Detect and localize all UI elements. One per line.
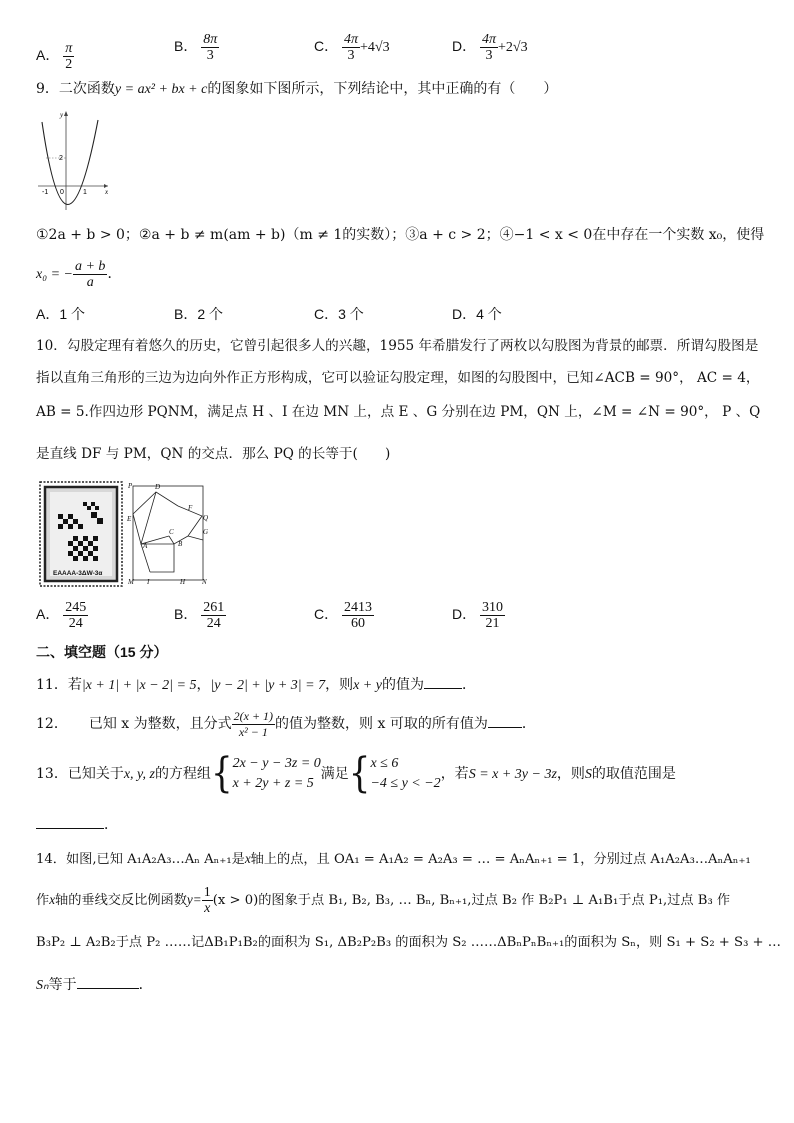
q9-option-c: C．3 个 [314,306,364,322]
label-two: 2 [59,155,63,162]
q8-options [36,32,776,72]
q9-options [36,304,636,322]
y-axis-arrow [64,111,68,116]
q10-line-4: 是直线 DF 与 PM，QN 的交点．那么 PQ 的长等于( ) [36,446,391,462]
option-fraction [480,600,505,631]
x0-prefix: x₀ = − [36,267,73,282]
label-E: E [127,515,132,523]
q10-option-a [36,600,88,631]
q11-prefix: 11．若 [36,677,82,693]
equation-1: 2x − y − 3z = 0 [232,756,321,771]
q8-option-d [452,32,528,63]
q13-s-var: S [584,767,592,782]
q14-line1b: x [244,851,251,866]
q10-figure [36,478,216,590]
q14-line-2 [36,882,730,919]
q10-line-2: 指以直角三角形的三边为边向外作正方形构成，它可以验证勾股定理，如图的勾股图中，已知∠ACB = 90°， AC = 4， [36,370,760,386]
q14-line4b: 等于 [48,977,77,993]
q12-end: ． [521,716,536,732]
option-label: D． [452,606,477,623]
option-label: D． [452,38,477,55]
q9-prefix: 9．二次函数 [36,81,115,97]
label-Q: Q [203,514,209,522]
q9-suffix: 的图象如下图所示，下列结论中，其中正确的有（ ） [207,81,558,97]
q13-mid1: 的方程组 [154,766,211,782]
system-brace: { [210,750,233,798]
q11-formula-1: |x + 1| + |x − 2| = 5 [81,678,197,693]
label-F: F [188,504,193,512]
q11-suffix: 的值为 [381,677,424,693]
frac-num: π [65,41,73,56]
q14-line-4 [36,974,153,995]
q10-option-b [174,600,226,631]
q14-line-1 [36,850,751,869]
section-heading: 二、填空题（15 分） [36,644,168,660]
q14-line-3: B₃P₂ ⊥ A₂B₂于点 P₂ ……记ΔB₁P₁B₂的面积为 S₁, ΔB₂P₂B₃ 的面积为 S₂ ……ΔBₙPₙBₙ₊₁的面积为 Sₙ，则 S₁ + S₂ + S₃ + … [36,935,781,950]
frac-num: 2413 [344,600,373,615]
label-neg1: -1 [42,189,49,196]
label-C: C [169,528,174,536]
q11-formula-2: |y − 2| + |y + 3| = 7 [210,678,326,693]
q13-vars: x, y, z [123,767,155,782]
frac-den: 21 [485,616,500,631]
option-fraction [63,41,74,72]
q14-line2e: (x > 0)的图象于点 B₁, B₂, B₃, … Bₙ, Bₙ₊₁,过点 B₂ 作 B₂P₁ ⊥ A₁B₁于点 P₁,过点 B₃ 作 [212,893,731,908]
q13-answer-line [36,814,118,834]
q11-end: ． [461,677,476,693]
frac-den: a [86,274,94,290]
condition-brace: { [348,750,371,798]
frac-den: x [204,901,211,916]
q13-end: ． [104,817,118,833]
option-fraction [342,600,374,631]
q9-x0-line [36,256,121,293]
frac-den: x² − 1 [238,724,268,739]
q9-formula: y = ax² + bx + c [114,82,208,97]
q9-stem [36,80,557,99]
q9-parabola-graph [36,108,114,212]
q8-option-c [314,32,390,63]
frac-den: 60 [351,616,366,631]
stamp-image [40,482,122,586]
option-label: A． [36,606,60,623]
q9-option-b: B．2 个 [174,306,224,322]
frac-num: 310 [482,600,504,615]
condition-2: −4 ≤ y < −2 [370,776,441,791]
option-fraction [63,600,88,631]
q13-mid2: 满足 [320,766,349,782]
option-label: B． [174,38,198,55]
condition-1: x ≤ 6 [370,756,399,771]
option-fraction [201,600,226,631]
equation-system [233,754,321,794]
q9-statements-text: ①2a + b > 0；②a + b ≠ m(am + b)（m ≠ 1的实数）；③a + c > 2；④−1 < x < 0在中存在一个实数 x₀，使得 [36,227,765,243]
q14-line2a: 作 [36,893,50,908]
q14-line2d: y= [186,892,202,907]
label-I: I [147,578,150,586]
label-H: H [180,578,186,586]
frac-den: 24 [206,616,221,631]
label-zero: 0 [60,189,64,196]
frac-num: a + b [74,258,106,274]
q14-fraction [202,885,213,916]
label-x: x [105,188,109,196]
option-fraction [480,32,498,63]
option-label: C． [314,606,339,623]
q10-option-d [452,600,505,631]
q13-s-formula: S = x + 3y − 3z [468,767,557,782]
label-G: G [203,528,209,536]
label-B: B [178,540,183,548]
frac-den: 3 [485,48,493,63]
q9-option-a: A．1 个 [36,306,86,322]
option-extra: +2√3 [498,40,528,56]
label-M: M [128,578,134,586]
q12-line [36,706,536,742]
q8-option-a [36,41,74,72]
q14-line2b: x [49,892,56,907]
option-extra: +4√3 [360,40,390,56]
q11-formula-3: x + y [353,678,382,693]
label-D: D [155,483,161,491]
q13-line [36,752,676,797]
option-label: C． [314,38,339,55]
frac-num: 1 [203,885,211,900]
q14-sn: Sₙ [36,978,49,993]
q14-line1a: 14．如图,已知 A₁A₂A₃…Aₙ Aₙ₊₁是 [36,852,245,867]
answer-blank[interactable] [424,674,462,689]
frac-den: 2 [65,57,73,72]
q10-line-1: 10．勾股定理有着悠久的历史，它曾引起很多人的兴趣，1955 年希腊发行了两枚以勾股图为背景的邮票．所谓勾股图是 [36,338,759,354]
q14-line1c: 轴上的点，且 OA₁ = A₁A₂ = A₂A₃ = … = AₙAₙ₊₁ = 1，分别过点 A₁A₂A₃…AₙAₙ₊₁ [250,852,751,867]
q13-prefix: 13．已知关于 [36,766,124,782]
answer-blank[interactable] [77,974,139,989]
q10-option-c [314,600,374,631]
q11-line [36,674,476,695]
pythagoras-diagram [133,486,203,580]
answer-blank[interactable] [36,814,104,829]
q9-statements [36,226,764,244]
q13-suffix: 的取值范围是 [591,766,676,782]
frac-num: 261 [203,600,225,615]
q14-line2c: 轴的垂线交反比例函数 [55,893,187,908]
label-P: P [128,482,133,490]
equation-2: x + 2y + z = 5 [232,776,314,791]
frac-num: 8π [203,32,218,47]
q12-prefix: 12． 已知 x 为整数，且分式 [36,716,232,732]
frac-num: 4π [482,32,497,47]
label-one: 1 [83,189,87,196]
q13-mid4: ，则 [556,766,585,782]
condition-system [370,754,440,794]
q10-line-3: AB = 5.作四边形 PQNM，满足点 H 、I 在边 MN 上，点 E 、G 分别在边 PM，QN 上，∠M = ∠N = 90°， P 、Q [36,404,761,420]
answer-blank[interactable] [488,713,522,728]
option-fraction [342,32,360,63]
frac-den: 24 [68,616,83,631]
stamp-caption: EAAAA-3ΔW-3α [53,570,103,577]
q14-end: ． [138,977,153,993]
option-fraction [201,32,219,63]
q12-fraction [232,709,275,740]
q9-option-d: D．4 个 [452,306,502,322]
q12-suffix: 的值为整数，则 x 可取的所有值为 [275,716,488,732]
frac-den: 3 [347,48,355,63]
option-label: A． [36,47,60,64]
frac-num: 4π [344,32,359,47]
label-y: y [60,111,64,119]
x0-fraction [73,259,107,290]
frac-num: 2(x + 1) [233,708,274,723]
q8-option-b [174,32,219,63]
q11-sep: ， [196,677,211,693]
frac-den: 3 [206,48,214,63]
parabola-curve [42,120,98,205]
q10-options [36,600,736,640]
q13-mid3: ，若 [440,766,469,782]
label-N: N [202,578,207,586]
option-label: B． [174,606,198,623]
q11-mid: ，则 [325,677,354,693]
x0-suffix: ． [107,266,122,282]
frac-num: 245 [65,600,87,615]
label-A: A [143,542,148,550]
